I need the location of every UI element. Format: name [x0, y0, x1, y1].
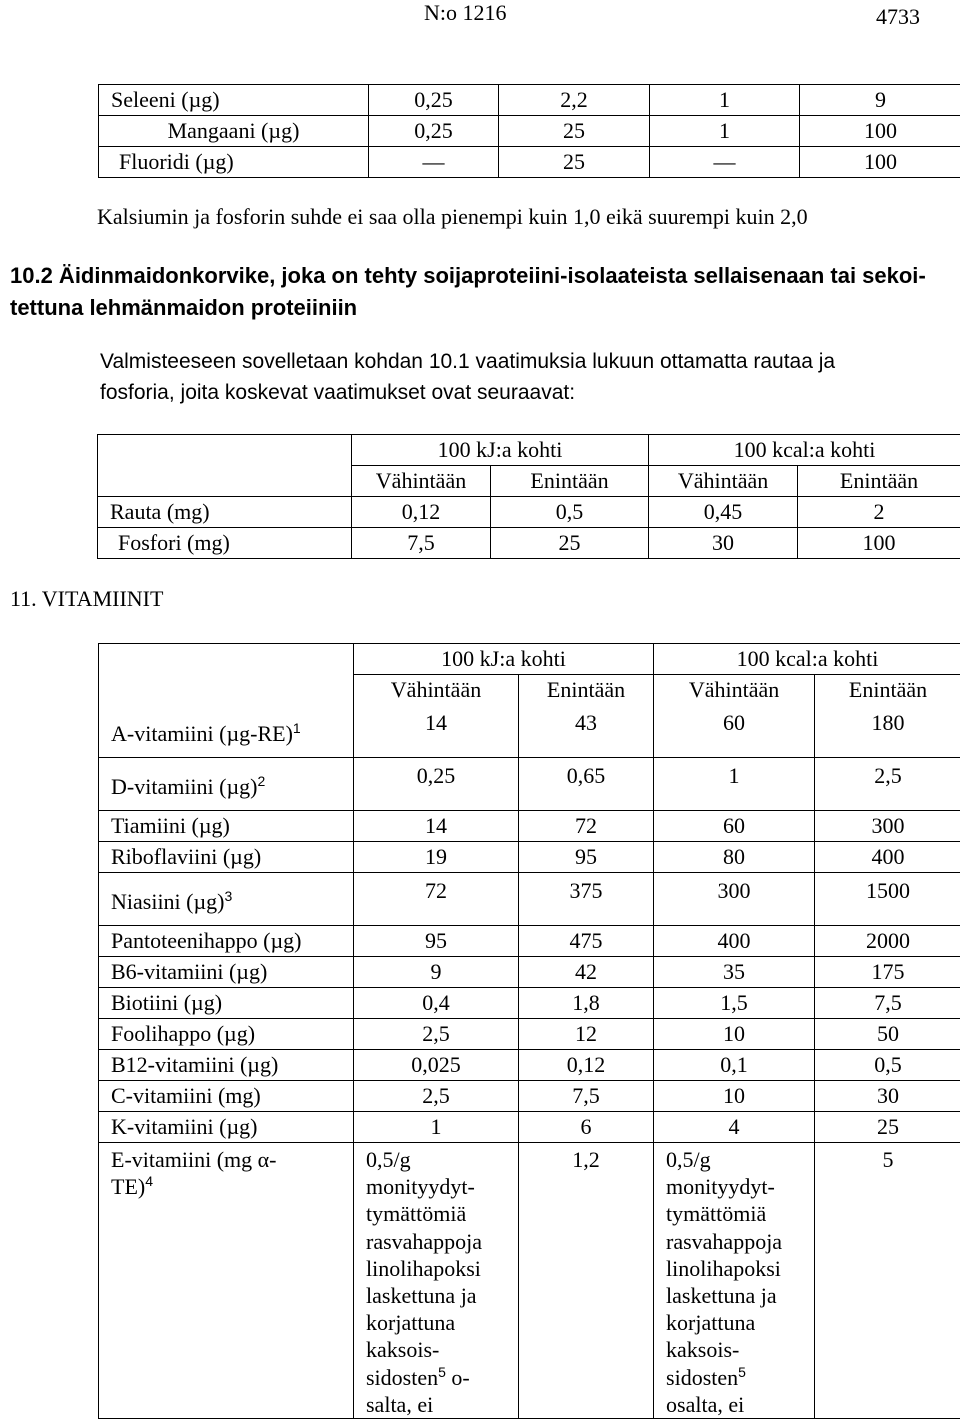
minerals-table-continued: [98, 84, 960, 178]
sub-header: Enintään: [798, 466, 960, 497]
cell: 175: [815, 957, 960, 988]
cell: 0,12: [352, 497, 491, 528]
ratio-note: Kalsiumin ja fosforin suhde ei saa olla pienempi kuin 1,0 eikä suurempi kuin 2,0: [97, 204, 808, 230]
row-label: E-vitamiini (mg α- TE)$^4$: [99, 1143, 354, 1419]
row-label: B12-vitamiini (µg): [99, 1050, 354, 1081]
table-row: [99, 147, 960, 178]
cell: 25: [815, 1112, 960, 1143]
cell: 5: [815, 1143, 960, 1419]
cell: 0,5: [491, 497, 649, 528]
cell: 2,5: [815, 758, 960, 811]
row-label: Tiamiini (µg): [99, 811, 354, 842]
cell: 2: [798, 497, 960, 528]
table-row: [99, 842, 960, 873]
empty-cell: [99, 644, 354, 675]
cell: 400: [654, 926, 815, 957]
cell: 0,4: [354, 988, 519, 1019]
iron-phosphorus-table: [97, 434, 960, 559]
cell: 1,8: [519, 988, 654, 1019]
empty-cell: [98, 466, 352, 497]
cell: 100: [800, 147, 960, 178]
cell: 300: [815, 811, 960, 842]
empty-cell: [98, 435, 352, 466]
table-row-e-vitamin: [99, 1143, 960, 1419]
cell: 2,5: [354, 1019, 519, 1050]
cell: 95: [519, 842, 654, 873]
table-header-row: [99, 644, 960, 675]
table-header-row: [99, 675, 960, 706]
cell: 19: [354, 842, 519, 873]
table-row: [99, 1019, 960, 1050]
cell: 6: [519, 1112, 654, 1143]
cell: 4: [654, 1112, 815, 1143]
cell: 400: [815, 842, 960, 873]
row-label: Biotiini (µg): [99, 988, 354, 1019]
cell: 0,5/g monityydyt-tymättömiä rasvahappoja linolihapoksi laskettuna ja korjattuna kaksois-sidosten$^5$ osalta, ei: [654, 1143, 815, 1419]
sub-header: Enintään: [519, 675, 654, 706]
sub-header: Vähintään: [354, 675, 519, 706]
row-label: Fluoridi (µg): [99, 147, 369, 178]
cell: 0,5/g monityydyt-tymättömiä rasvahappoja linolihapoksi laskettuna ja korjattuna kaksois-sidosten$^5$ o-salta, ei: [354, 1143, 519, 1419]
cell: 80: [654, 842, 815, 873]
table-row: [99, 705, 960, 758]
group-header: 100 kcal:a kohti: [654, 644, 960, 675]
table-row: [99, 926, 960, 957]
cell: 0,65: [519, 758, 654, 811]
cell: 100: [798, 528, 960, 559]
section-paragraph: Valmisteeseen sovelletaan kohdan 10.1 vaatimuksia lukuun ottamatta rautaa ja fosforia, joita koskevat vaatimukset ovat seuraavat:: [100, 346, 900, 408]
cell: 300: [654, 873, 815, 926]
row-label: Rauta (mg): [98, 497, 352, 528]
sub-header: Enintään: [491, 466, 649, 497]
cell: 7,5: [815, 988, 960, 1019]
cell: 1: [654, 758, 815, 811]
cell: 25: [499, 147, 650, 178]
vitamins-table: [98, 643, 960, 1419]
row-label: C-vitamiini (mg): [99, 1081, 354, 1112]
cell: 2,5: [354, 1081, 519, 1112]
cell: 12: [519, 1019, 654, 1050]
table-row: [99, 1050, 960, 1081]
cell: 0,25: [369, 85, 499, 116]
cell: 9: [800, 85, 960, 116]
cell: 14: [354, 811, 519, 842]
cell: 35: [654, 957, 815, 988]
cell: —: [369, 147, 499, 178]
page-number: 4733: [876, 4, 920, 30]
cell: 42: [519, 957, 654, 988]
row-label: D-vitamiini $(\mu g)^2$: [99, 758, 354, 811]
cell: 60: [654, 811, 815, 842]
cell: 43: [519, 705, 654, 758]
table-row: [99, 1112, 960, 1143]
row-label: Niasiini $(\mu g)^3$: [99, 873, 354, 926]
cell: 14: [354, 705, 519, 758]
cell: 10: [654, 1019, 815, 1050]
group-header: 100 kJ:a kohti: [354, 644, 654, 675]
cell: 7,5: [352, 528, 491, 559]
table-row: [99, 85, 960, 116]
table-row: [99, 116, 960, 147]
cell: 475: [519, 926, 654, 957]
cell: 25: [499, 116, 650, 147]
sub-header: Vähintään: [649, 466, 798, 497]
section-heading-11: 11. VITAMIINIT: [10, 586, 163, 612]
sub-header: Vähintään: [352, 466, 491, 497]
cell: 7,5: [519, 1081, 654, 1112]
cell: 0,25: [369, 116, 499, 147]
cell: 1500: [815, 873, 960, 926]
table-header-row: [98, 435, 960, 466]
row-label: Pantoteenihappo (µg): [99, 926, 354, 957]
empty-cell: [99, 675, 354, 706]
cell: 95: [354, 926, 519, 957]
cell: 0,1: [654, 1050, 815, 1081]
cell: 180: [815, 705, 960, 758]
cell: 0,025: [354, 1050, 519, 1081]
sub-header: Vähintään: [654, 675, 815, 706]
table-header-row: [98, 466, 960, 497]
group-header: 100 kJ:a kohti: [352, 435, 649, 466]
sub-header: Enintään: [815, 675, 960, 706]
row-label: Riboflaviini (µg): [99, 842, 354, 873]
table-row: [98, 497, 960, 528]
cell: 10: [654, 1081, 815, 1112]
cell: 1: [650, 85, 800, 116]
row-label: B6-vitamiini (µg): [99, 957, 354, 988]
row-label: Seleeni (µg): [99, 85, 369, 116]
cell: 1: [354, 1112, 519, 1143]
cell: —: [650, 147, 800, 178]
cell: 9: [354, 957, 519, 988]
table-row: [98, 528, 960, 559]
cell: 30: [815, 1081, 960, 1112]
cell: 0,5: [815, 1050, 960, 1081]
cell: 1,2: [519, 1143, 654, 1419]
cell: 1: [650, 116, 800, 147]
cell: 0,25: [354, 758, 519, 811]
cell: 2000: [815, 926, 960, 957]
row-label: Mangaani (µg): [99, 116, 369, 147]
table-row: [99, 811, 960, 842]
cell: 0,12: [519, 1050, 654, 1081]
cell: 2,2: [499, 85, 650, 116]
cell: 25: [491, 528, 649, 559]
cell: 0,45: [649, 497, 798, 528]
cell: 30: [649, 528, 798, 559]
table-row: [99, 873, 960, 926]
row-label: Fosfori (mg): [98, 528, 352, 559]
cell: 72: [519, 811, 654, 842]
table-row: [99, 758, 960, 811]
table-row: [99, 957, 960, 988]
row-label: K-vitamiini (µg): [99, 1112, 354, 1143]
cell: 375: [519, 873, 654, 926]
cell: 1,5: [654, 988, 815, 1019]
cell: 50: [815, 1019, 960, 1050]
cell: 72: [354, 873, 519, 926]
section-heading-10-2: 10.2 Äidinmaidonkorvike, joka on tehty soijaproteiini-isolaateista sellaisenaan tai sekoitettuna lehmänmaidon proteiiniin: [10, 260, 950, 324]
cell: 60: [654, 705, 815, 758]
row-label: Foolihappo (µg): [99, 1019, 354, 1050]
page-header-left: N:o 1216: [424, 0, 507, 26]
table-row: [99, 1081, 960, 1112]
group-header: 100 kcal:a kohti: [649, 435, 960, 466]
cell: 100: [800, 116, 960, 147]
table-row: [99, 988, 960, 1019]
row-label: A-vitamiini $(\mu g-RE)^1$: [99, 705, 354, 758]
